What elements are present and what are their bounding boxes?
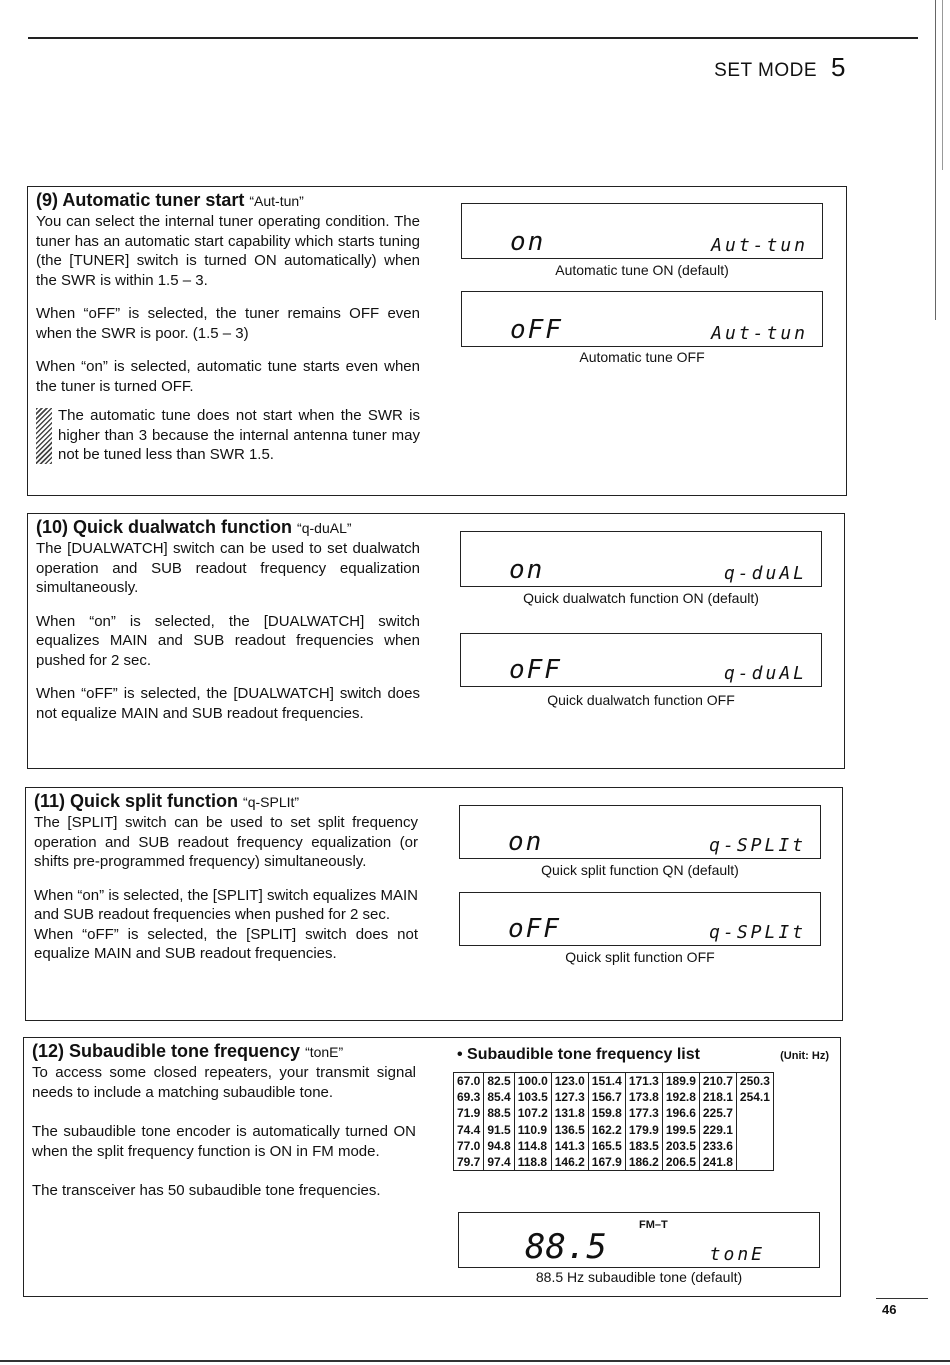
lcd-label: q-duAL [723, 563, 807, 584]
paragraph: When “on” is selected, the [SPLIT] switch equalizes MAIN and SUB readout frequencies when pushed for 2 sec. [34, 886, 418, 923]
tone-value: 159.8 [591, 1106, 622, 1121]
tone-value: 88.5 [487, 1106, 511, 1121]
tone-value: 141.3 [554, 1138, 585, 1153]
section-title: (10) Quick dualwatch function “q-duAL” [36, 517, 352, 537]
tone-column [454, 1073, 484, 1171]
tone-value: 69.3 [457, 1090, 481, 1105]
lcd-value: on [509, 555, 545, 585]
tone-list-unit: (Unit: Hz) [780, 1050, 829, 1062]
lcd-display [460, 531, 822, 587]
tone-column [662, 1073, 699, 1171]
page-number-rule [876, 1298, 928, 1299]
tone-value: 183.5 [628, 1138, 659, 1153]
tone-value: 114.8 [517, 1138, 548, 1153]
lcd-value: oFF [509, 655, 562, 685]
tone-value [740, 1122, 770, 1138]
tone-column [514, 1073, 551, 1171]
tone-column [625, 1073, 662, 1171]
table-row [454, 1073, 774, 1171]
tone-value: 100.0 [517, 1074, 548, 1088]
tone-value: 196.6 [665, 1106, 696, 1121]
lcd-display [461, 203, 823, 259]
tone-value: 77.0 [457, 1138, 481, 1153]
tone-column [699, 1073, 736, 1171]
tone-value: 156.7 [591, 1090, 622, 1105]
section-quick-split [25, 787, 843, 1021]
lcd-label: q-SPLIt [709, 835, 806, 856]
note-text: The automatic tune does not start when the SWR is higher than 3 because the internal antenna tuner may not be tuned less than SWR 1.5. [58, 407, 420, 463]
paragraph: The transceiver has 50 subaudible tone frequencies. [32, 1182, 381, 1199]
tone-value: 250.3 [739, 1074, 770, 1088]
lcd-display [459, 805, 821, 859]
tone-value: 118.8 [517, 1154, 548, 1169]
lcd-mode: FM–T [639, 1219, 668, 1231]
lcd-label: q-duAL [723, 663, 807, 684]
tone-value: 173.8 [628, 1090, 659, 1105]
lcd-value: oFF [508, 914, 561, 944]
tone-value [740, 1138, 770, 1154]
tone-column [551, 1073, 588, 1171]
tone-value: 131.8 [554, 1106, 585, 1121]
lcd-value: 88.5 [525, 1227, 607, 1267]
tone-value: 206.5 [665, 1154, 696, 1169]
tone-value: 151.4 [591, 1074, 622, 1088]
note [36, 406, 420, 465]
tone-value: 71.9 [457, 1106, 481, 1121]
tone-value: 107.2 [517, 1106, 548, 1121]
tone-value: 91.5 [487, 1122, 511, 1137]
header-title: SET MODE [714, 60, 818, 81]
tone-list-header [457, 1046, 829, 1064]
paragraph: When “oFF” is selected, the tuner remains OFF even when the SWR is poor. (1.5 – 3) [36, 305, 420, 342]
chapter-number: 5 [831, 52, 846, 82]
tone-value: 171.3 [628, 1074, 659, 1088]
tone-value: 192.8 [665, 1090, 696, 1105]
tone-value: 186.2 [628, 1154, 659, 1169]
tone-value: 229.1 [702, 1122, 733, 1137]
page-edge-line [942, 0, 943, 170]
tone-value: 79.7 [457, 1154, 481, 1169]
tone-value: 241.8 [702, 1154, 733, 1169]
tone-value: 162.2 [591, 1122, 622, 1137]
lcd-label: tonE [709, 1244, 765, 1265]
display-caption: Automatic tune OFF [579, 349, 705, 365]
paragraph: To access some closed repeaters, your transmit signal needs to include a matching subaudible tone. [32, 1064, 416, 1101]
tone-value: 225.7 [702, 1106, 733, 1121]
tone-value: 165.5 [591, 1138, 622, 1153]
tone-value: 177.3 [628, 1106, 659, 1121]
tone-value: 110.9 [517, 1122, 548, 1137]
paragraph: The subaudible tone encoder is automatically turned ON when the split frequency function is ON in FM mode. [32, 1123, 416, 1160]
lcd-display [458, 1212, 820, 1268]
lcd-label: Aut-tun [711, 323, 808, 344]
tone-value: 199.5 [665, 1122, 696, 1137]
section-automatic-tuner-start [27, 186, 847, 496]
tone-list-title: • Subaudible tone frequency list [457, 1046, 700, 1063]
tone-value [740, 1105, 770, 1121]
lcd-value: on [508, 827, 544, 857]
lcd-display [459, 892, 821, 946]
tone-value: 74.4 [457, 1122, 481, 1137]
tone-value: 203.5 [665, 1138, 696, 1153]
section-quick-dualwatch [27, 513, 845, 769]
tone-value: 179.9 [628, 1122, 659, 1137]
tone-value: 67.0 [457, 1074, 481, 1088]
top-rule [28, 37, 918, 39]
tone-value: 103.5 [517, 1090, 548, 1105]
lcd-label: q-SPLIt [709, 922, 806, 943]
lcd-display [461, 291, 823, 347]
section-title: (11) Quick split function “q-SPLIt” [34, 791, 300, 811]
paragraph: When “oFF” is selected, the [SPLIT] switch does not equalize MAIN and SUB readout frequencies. [34, 925, 418, 962]
section-title: (9) Automatic tuner start “Aut-tun” [36, 190, 304, 210]
tone-value: 167.9 [591, 1154, 622, 1169]
page-header [714, 52, 846, 83]
lcd-value: on [510, 227, 546, 257]
display-caption: 88.5 Hz subaudible tone (default) [535, 1269, 743, 1285]
tone-value: 136.5 [554, 1122, 585, 1137]
tone-value: 233.6 [702, 1138, 733, 1153]
display-caption: Automatic tune ON (default) [555, 262, 729, 278]
page-edge-line [935, 0, 936, 320]
tone-column [588, 1073, 625, 1171]
paragraph: The [SPLIT] switch can be used to set split frequency operation and SUB readout frequency equalization (or shifts pre-programmed frequency) simultaneously. [34, 814, 418, 870]
tone-value: 218.1 [702, 1090, 733, 1105]
paragraph: The [DUALWATCH] switch can be used to set dualwatch operation and SUB readout frequency equalization simultaneously. [36, 540, 420, 596]
tone-value: 189.9 [665, 1074, 696, 1088]
paragraph: You can select the internal tuner operating condition. The tuner has an automatic start capability which starts tuning (the [TUNER] switch is turned ON automatically) when the SWR is within 1.5 – 3. [36, 213, 420, 289]
section-title: (12) Subaudible tone frequency “tonE” [32, 1041, 344, 1061]
lcd-label: Aut-tun [711, 235, 808, 256]
lcd-value: oFF [510, 315, 563, 345]
display-caption: Quick split function QN (default) [541, 862, 739, 878]
tone-value: 97.4 [487, 1154, 511, 1169]
tone-column [484, 1073, 514, 1171]
tone-column [736, 1073, 773, 1171]
display-caption: Quick dualwatch function ON (default) [523, 590, 759, 606]
tone-value: 94.8 [487, 1138, 511, 1153]
lcd-display [460, 633, 822, 687]
tone-value: 85.4 [487, 1090, 511, 1105]
paragraph: When “on” is selected, the [DUALWATCH] switch equalizes MAIN and SUB readout frequencies when pushed for 2 sec. [36, 612, 420, 669]
tone-value: 127.3 [554, 1090, 585, 1105]
paragraph: When “on” is selected, automatic tune starts even when the tuner is turned OFF. [36, 358, 420, 395]
tone-value: 123.0 [554, 1074, 585, 1088]
tone-frequency-table [453, 1072, 774, 1171]
tone-value: 254.1 [739, 1090, 770, 1105]
tone-value: 146.2 [554, 1154, 585, 1169]
tone-value: 210.7 [702, 1074, 733, 1088]
display-caption: Quick split function OFF [565, 949, 715, 965]
display-caption: Quick dualwatch function OFF [547, 692, 735, 708]
page-number: 46 [882, 1302, 897, 1317]
paragraph: When “oFF” is selected, the [DUALWATCH] switch does not equalize MAIN and SUB readout frequencies. [36, 685, 420, 722]
tone-value [740, 1154, 770, 1170]
bottom-rule [0, 1360, 950, 1362]
tone-value: 82.5 [487, 1074, 511, 1088]
note-icon [36, 408, 52, 464]
